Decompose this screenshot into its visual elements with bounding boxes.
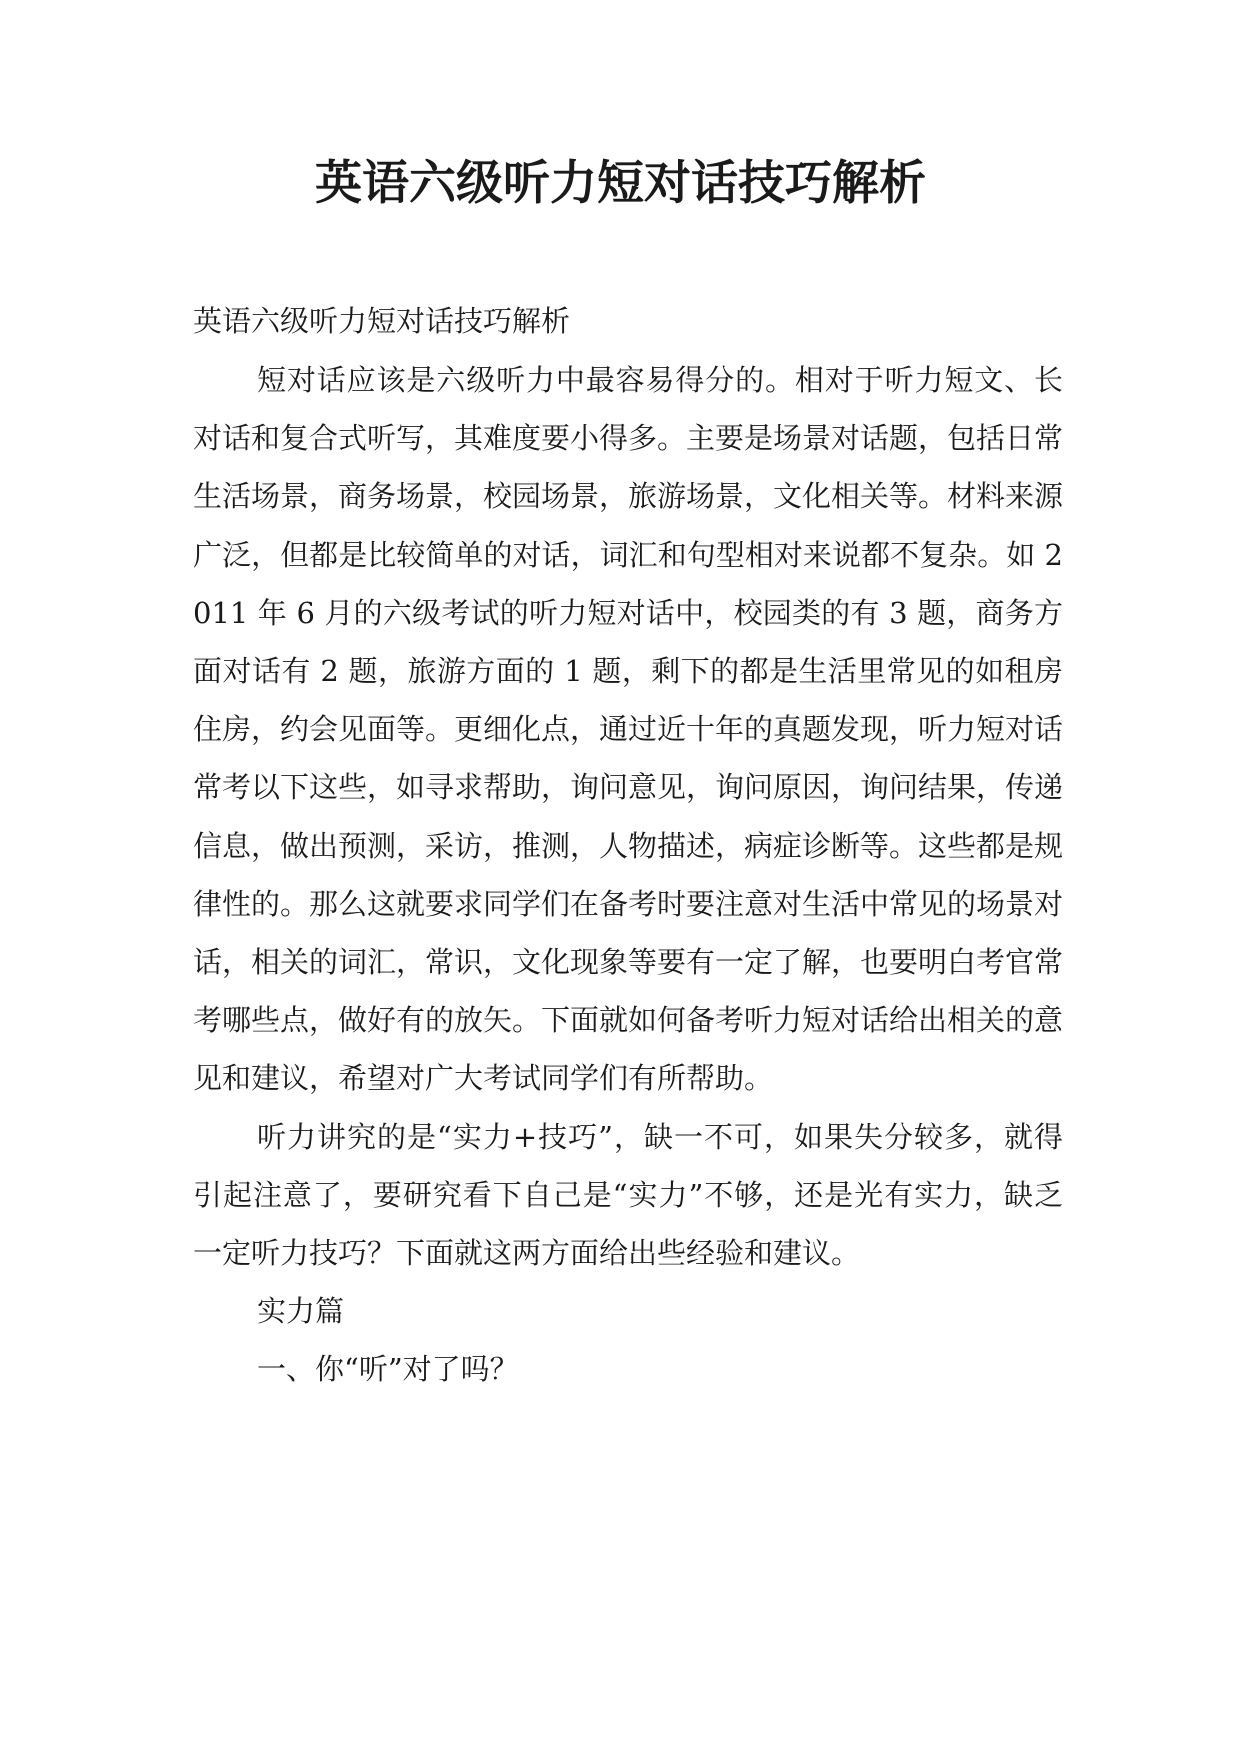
document-subtitle: 英语六级听力短对话技巧解析 <box>193 304 571 338</box>
paragraph-intro: 短对话应该是六级听力中最容易得分的。相对于听力短文、长对话和复合式听写，其难度要小得多。主要是场景对话题，包括日常生活场景，商务场景，校园场景，旅游场景，文化相关等。材料来源广泛，但都是比较简单的对话，词汇和句型相对来说都不复杂。如 2011 年 6 月的六级考试的听力短对话中，校园类的有 3 题，商务方面对话有 2 题，旅游方面的 1 题，剩下的都是生活里常见的如租房住房，约会见面等。更细化点，通过近十年的真题发现，听力短对话常考以下这些，如寻求帮助，询问意见，询问原因，询问结果，传递信息，做出预测，采访，推测，人物描述，病症诊断等。这些都是规律性的。那么这就要求同学们在备考时要注意对生活中常见的场景对话，相关的词汇，常识，文化现象等要有一定了解，也要明白考官常考哪些点，做好有的放矢。下面就如何备考听力短对话给出相关的意见和建议，希望对广大考试同学们有所帮助。 <box>193 363 1064 1096</box>
document-body <box>193 292 1063 1399</box>
document-title: 英语六级听力短对话技巧解析 <box>315 156 926 211</box>
subsection-heading-listening: 一、你“听”对了吗？ <box>257 1352 519 1387</box>
section-heading-strength: 实力篇 <box>257 1294 345 1329</box>
paragraph-skills: 听力讲究的是“实力+技巧”，缺一不可，如果失分较多，就得引起注意了，要研究看下自己是“实力”不够，还是光有实力，缺乏一定听力技巧？下面就这两方面给出些经验和建议。 <box>193 1119 1063 1271</box>
